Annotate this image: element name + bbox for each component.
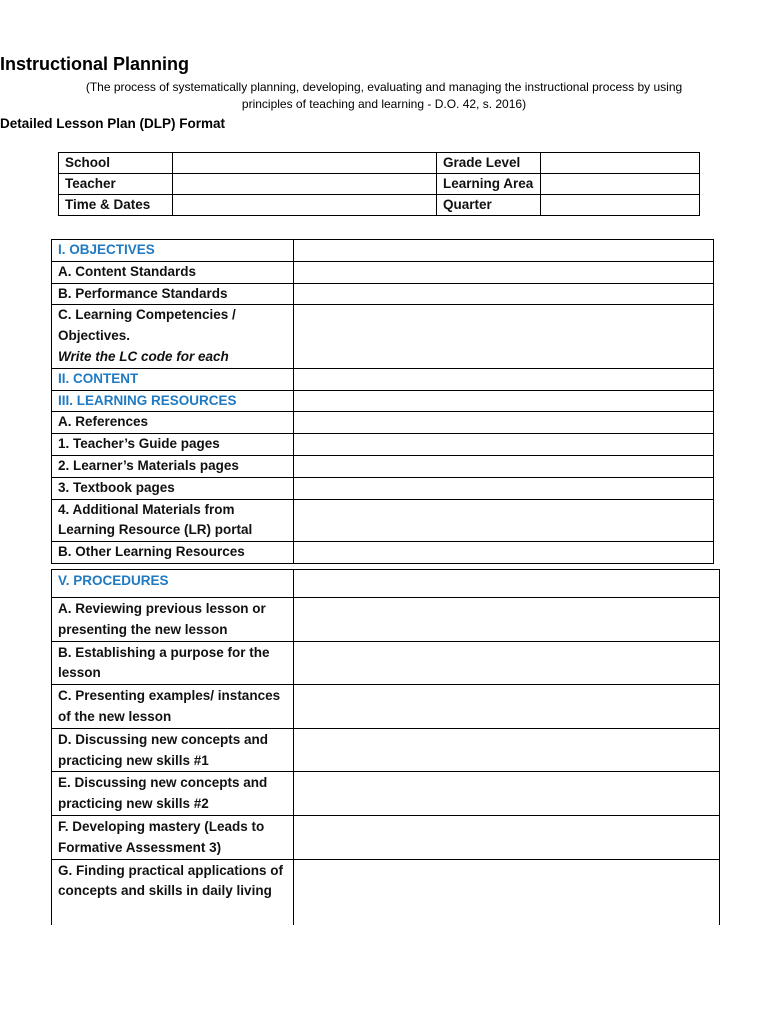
content-cell[interactable] — [294, 477, 714, 499]
table-row — [52, 499, 714, 542]
table-row — [52, 305, 714, 368]
content-cell[interactable] — [294, 570, 720, 598]
objectives-table — [51, 239, 714, 564]
content-cell[interactable] — [294, 542, 714, 564]
table-row — [59, 174, 700, 195]
table-row — [52, 261, 714, 283]
content-cell[interactable] — [294, 455, 714, 477]
info-label: Grade Level — [437, 153, 541, 174]
row-label: B. Establishing a purpose for the lesson — [52, 641, 294, 685]
table-row — [59, 195, 700, 216]
section-heading: III. LEARNING RESOURCES — [52, 390, 294, 412]
procedures-table — [51, 569, 720, 925]
row-label: 1. Teacher’s Guide pages — [52, 434, 294, 456]
table-row — [52, 455, 714, 477]
content-cell[interactable] — [294, 390, 714, 412]
row-label: D. Discussing new concepts and practicing new skills #1 — [52, 728, 294, 772]
table-row — [52, 283, 714, 305]
row-label-text: C. Learning Competencies / Objectives. — [58, 307, 236, 344]
table-row — [52, 685, 720, 729]
table-row — [52, 368, 714, 390]
section-heading: II. CONTENT — [52, 368, 294, 390]
row-label: B. Performance Standards — [52, 283, 294, 305]
row-label: C. Presenting examples/ instances of the new lesson — [52, 685, 294, 729]
content-cell[interactable] — [294, 685, 720, 729]
table-row — [52, 815, 720, 859]
info-table — [58, 152, 700, 216]
info-value-field[interactable] — [541, 195, 700, 216]
row-label: G. Finding practical applications of concepts and skills in daily living — [52, 859, 294, 925]
format-title: Detailed Lesson Plan (DLP) Format — [0, 116, 226, 131]
page-title: Instructional Planning — [0, 54, 190, 74]
row-label: 2. Learner’s Materials pages — [52, 455, 294, 477]
row-label: B. Other Learning Resources — [52, 542, 294, 564]
info-value-field[interactable] — [173, 195, 437, 216]
section-heading: I. OBJECTIVES — [52, 240, 294, 262]
row-label: A. References — [52, 412, 294, 434]
row-label — [52, 305, 294, 368]
table-row — [52, 542, 714, 564]
table-row — [52, 772, 720, 816]
row-label: 3. Textbook pages — [52, 477, 294, 499]
table-row — [52, 598, 720, 642]
section-heading: V. PROCEDURES — [52, 570, 294, 598]
info-value-field[interactable] — [173, 153, 437, 174]
content-cell[interactable] — [294, 305, 714, 368]
table-row — [52, 859, 720, 925]
row-label: A. Reviewing previous lesson or presenting the new lesson — [52, 598, 294, 642]
table-row — [52, 412, 714, 434]
content-cell[interactable] — [294, 728, 720, 772]
row-note: Write the LC code for each — [58, 348, 229, 364]
content-cell[interactable] — [294, 641, 720, 685]
table-row — [52, 570, 720, 598]
table-row — [52, 641, 720, 685]
content-cell[interactable] — [294, 598, 720, 642]
info-value-field[interactable] — [173, 174, 437, 195]
info-label: Teacher — [59, 174, 173, 195]
row-label: F. Developing mastery (Leads to Formative Assessment 3) — [52, 815, 294, 859]
row-label: A. Content Standards — [52, 261, 294, 283]
table-row — [52, 728, 720, 772]
info-value-field[interactable] — [541, 153, 700, 174]
page-subtitle: (The process of systematically planning, developing, evaluating and managing the instructional process by using principles of teaching and learning - D.O. 42, s. 2016) — [85, 80, 683, 111]
row-label: E. Discussing new concepts and practicing new skills #2 — [52, 772, 294, 816]
table-row — [52, 434, 714, 456]
table-row — [52, 477, 714, 499]
content-cell[interactable] — [294, 772, 720, 816]
content-cell[interactable] — [294, 412, 714, 434]
content-cell[interactable] — [294, 368, 714, 390]
content-cell[interactable] — [294, 859, 720, 925]
info-label: School — [59, 153, 173, 174]
content-cell[interactable] — [294, 283, 714, 305]
info-label: Time & Dates — [59, 195, 173, 216]
content-cell[interactable] — [294, 261, 714, 283]
row-label: 4. Additional Materials from Learning Resource (LR) portal — [52, 499, 294, 542]
table-row — [52, 240, 714, 262]
info-label: Quarter — [437, 195, 541, 216]
content-cell[interactable] — [294, 499, 714, 542]
table-row — [52, 390, 714, 412]
info-label: Learning Area — [437, 174, 541, 195]
info-value-field[interactable] — [541, 174, 700, 195]
content-cell[interactable] — [294, 434, 714, 456]
table-row — [59, 153, 700, 174]
content-cell[interactable] — [294, 240, 714, 262]
content-cell[interactable] — [294, 815, 720, 859]
